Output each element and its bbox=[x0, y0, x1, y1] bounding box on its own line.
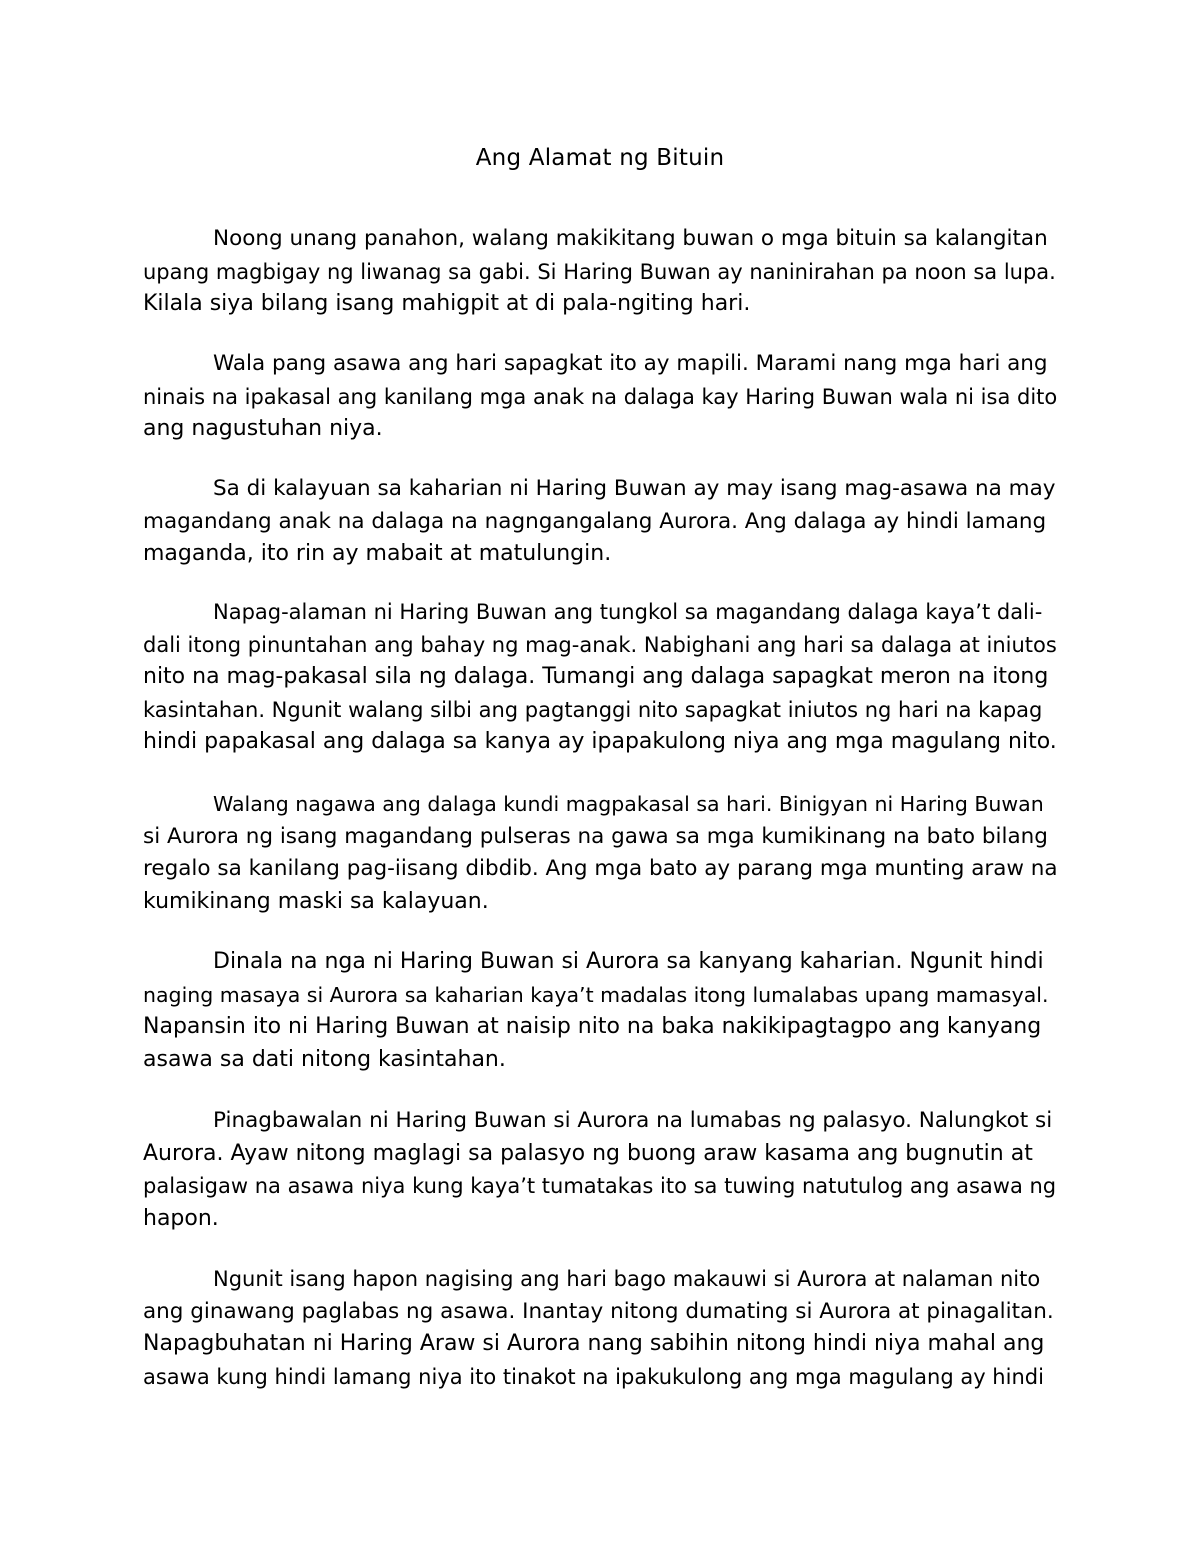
paragraph-line: nito na mag-pakasal sila ng dalaga. Tumangi ang dalaga sapagkat meron na itong bbox=[143, 664, 1049, 689]
paragraph-line: Pinagbawalan ni Haring Buwan si Aurora na lumabas ng palasyo. Nalungkot si bbox=[213, 1108, 1053, 1133]
paragraph-3 bbox=[143, 473, 1058, 571]
paragraph-line: Kilala siya bilang isang mahigpit at di pala-ngiting hari. bbox=[143, 291, 751, 316]
paragraph-4 bbox=[143, 596, 1058, 759]
paragraph-2 bbox=[143, 348, 1058, 446]
paragraph-line: hindi papakasal ang dalaga sa kanya ay ipapakulong niya ang mga magulang nito. bbox=[143, 729, 1057, 754]
paragraph-line: Wala pang asawa ang hari sapagkat ito ay mapili. Marami nang mga hari ang bbox=[213, 351, 1048, 376]
paragraph-line: si Aurora ng isang magandang pulseras na gawa sa mga kumikinang na bato bilang bbox=[143, 823, 1048, 849]
paragraph-line: palasigaw na asawa niya kung kaya’t tumatakas ito sa tuwing natutulog ang asawa ng bbox=[143, 1174, 1057, 1198]
paragraph-line: ninais na ipakasal ang kanilang mga anak na dalaga kay Haring Buwan wala ni isa dito bbox=[143, 384, 1058, 409]
paragraph-line: maganda, ito rin ay mabait at matulungin. bbox=[143, 541, 612, 566]
paragraph-line: kumikinang maski sa kalayuan. bbox=[143, 888, 489, 914]
paragraph-line: Noong unang panahon, walang makikitang buwan o mga bituin sa kalangitan bbox=[213, 226, 1048, 251]
paragraph-6 bbox=[143, 946, 1058, 1076]
paragraph-line: Napansin ito ni Haring Buwan at naisip nito na baka nakikipagtagpo ang kanyang bbox=[143, 1014, 1042, 1039]
paragraph-7 bbox=[143, 1105, 1058, 1235]
paragraph-line: ang ginawang paglabas ng asawa. Inantay nitong dumating si Aurora at pinagalitan. bbox=[143, 1298, 1054, 1324]
paragraph-1 bbox=[143, 223, 1058, 321]
paragraph-8 bbox=[143, 1263, 1058, 1393]
paragraph-line: Dinala na nga ni Haring Buwan si Aurora sa kanyang kaharian. Ngunit hindi bbox=[213, 949, 1044, 974]
paragraph-line: asawa kung hindi lamang niya ito tinakot na ipakukulong ang mga magulang ay hindi bbox=[143, 1364, 1044, 1389]
paragraph-line: regalo sa kanilang pag-iisang dibdib. Ang mga bato ay parang mga munting araw na bbox=[143, 856, 1058, 881]
paragraph-line: asawa sa dati nitong kasintahan. bbox=[143, 1046, 506, 1072]
paragraph-line: kasintahan. Ngunit walang silbi ang pagtanggi nito sapagkat iniutos ng hari na kapag bbox=[143, 697, 1043, 722]
paragraph-line: ang nagustuhan niya. bbox=[143, 416, 383, 441]
paragraph-line: magandang anak na dalaga na nagngangalang Aurora. Ang dalaga ay hindi lamang bbox=[143, 508, 1047, 534]
paragraph-line: Walang nagawa ang dalaga kundi magpakasal sa hari. Binigyan ni Haring Buwan bbox=[213, 792, 1044, 816]
document-title: Ang Alamat ng Bituin bbox=[475, 145, 725, 171]
paragraph-line: hapon. bbox=[143, 1205, 219, 1231]
paragraph-line: dali itong pinuntahan ang bahay ng mag-anak. Nabighani ang hari sa dalaga at iniutos bbox=[143, 632, 1057, 657]
paragraph-5 bbox=[143, 788, 1058, 918]
paragraph-line: Aurora. Ayaw nitong maglagi sa palasyo ng buong araw kasama ang bugnutin at bbox=[143, 1140, 1033, 1166]
paragraph-line: Ngunit isang hapon nagising ang hari bago makauwi si Aurora at nalaman nito bbox=[213, 1267, 1041, 1291]
paragraph-line: Napag-alaman ni Haring Buwan ang tungkol sa magandang dalaga kaya’t dali- bbox=[213, 600, 1043, 624]
paragraph-line: naging masaya si Aurora sa kaharian kaya’t madalas itong lumalabas upang mamasyal. bbox=[143, 982, 1049, 1007]
paragraph-line: Napagbuhatan ni Haring Araw si Aurora nang sabihin nitong hindi niya mahal ang bbox=[143, 1331, 1045, 1356]
paragraph-line: Sa di kalayuan sa kaharian ni Haring Buwan ay may isang mag-asawa na may bbox=[213, 476, 1056, 501]
paragraph-line: upang magbigay ng liwanag sa gabi. Si Haring Buwan ay naninirahan pa noon sa lupa. bbox=[143, 259, 1056, 284]
